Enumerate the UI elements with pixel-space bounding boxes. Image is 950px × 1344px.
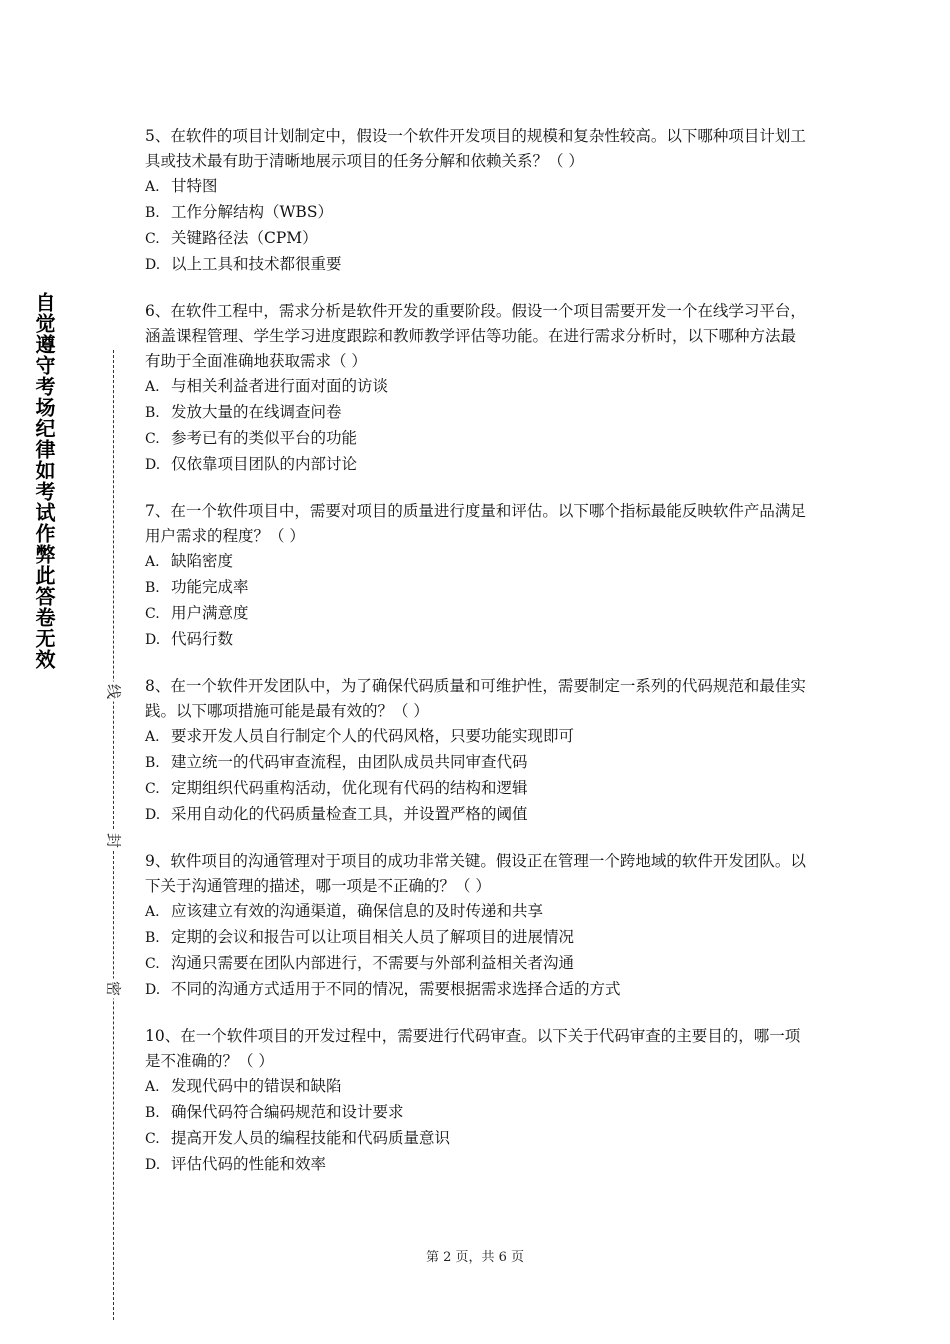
option-text: 采用自动化的代码质量检查工具，并设置严格的阈值 [171, 805, 528, 823]
option-text: 定期组织代码重构活动，优化现有代码的结构和逻辑 [171, 779, 528, 797]
option-d [145, 1152, 810, 1178]
option-d [145, 627, 810, 653]
option-b [145, 575, 810, 601]
option-a [145, 899, 810, 925]
option-text: 沟通只需要在团队内部进行，不需要与外部利益相关者沟通 [171, 954, 575, 972]
option-letter: C. [145, 606, 160, 622]
option-text: 要求开发人员自行制定个人的代码风格，只要功能实现即可 [171, 727, 575, 745]
option-letter: B. [145, 755, 160, 771]
option-letter: D. [145, 457, 161, 473]
question-6 [145, 299, 810, 478]
option-text: 缺陷密度 [171, 552, 234, 570]
option-letter: D. [145, 982, 161, 998]
option-letter: A. [145, 554, 160, 570]
option-text: 建立统一的代码审查流程，由团队成员共同审查代码 [171, 753, 528, 771]
question-8 [145, 674, 810, 828]
option-a [145, 549, 810, 575]
question-9 [145, 849, 810, 1003]
option-letter: B. [145, 930, 160, 946]
option-d [145, 252, 810, 278]
option-c [145, 951, 810, 977]
option-letter: A. [145, 729, 160, 745]
option-letter: D. [145, 257, 161, 273]
option-letter: D. [145, 632, 161, 648]
option-d [145, 452, 810, 478]
option-text: 代码行数 [171, 630, 234, 648]
option-c [145, 1126, 810, 1152]
option-a [145, 374, 810, 400]
option-letter: C. [145, 1131, 160, 1147]
option-letter: C. [145, 956, 160, 972]
option-letter: C. [145, 781, 160, 797]
option-text: 确保代码符合编码规范和设计要求 [171, 1103, 404, 1121]
question-stem: 7、在一个软件项目中，需要对项目的质量进行度量和评估。以下哪个指标最能反映软件产品满足用户需求的程度？（ ） [145, 502, 806, 545]
question-stem: 6、在软件工程中，需求分析是软件开发的重要阶段。假设一个项目需要开发一个在线学习平台，涵盖课程管理、学生学习进度跟踪和教师教学评估等功能。在进行需求分析时，以下哪种方法最有助于全面准确地获取需求（ ） [145, 302, 806, 370]
option-c [145, 776, 810, 802]
option-letter: D. [145, 1157, 161, 1173]
binding-mark-xian: 线 [100, 682, 129, 702]
option-text: 用户满意度 [171, 604, 249, 622]
option-a [145, 1074, 810, 1100]
option-d [145, 802, 810, 828]
option-letter: C. [145, 431, 160, 447]
question-list [145, 124, 810, 1199]
option-letter: B. [145, 205, 160, 221]
option-b [145, 925, 810, 951]
question-7 [145, 499, 810, 653]
option-a [145, 724, 810, 750]
option-letter: D. [145, 807, 161, 823]
option-letter: B. [145, 1105, 160, 1121]
option-text: 发放大量的在线调查问卷 [171, 403, 342, 421]
option-text: 定期的会议和报告可以让项目相关人员了解项目的进展情况 [171, 928, 575, 946]
question-10 [145, 1024, 810, 1178]
option-text: 发现代码中的错误和缺陷 [171, 1077, 342, 1095]
question-stem: 5、在软件的项目计划制定中，假设一个软件开发项目的规模和复杂性较高。以下哪种项目计划工具或技术最有助于清晰地展示项目的任务分解和依赖关系？（ ） [145, 127, 806, 170]
option-text: 仅依靠项目团队的内部讨论 [171, 455, 358, 473]
option-b [145, 200, 810, 226]
option-text: 提高开发人员的编程技能和代码质量意识 [171, 1129, 451, 1147]
option-c [145, 226, 810, 252]
option-letter: B. [145, 580, 160, 596]
question-stem: 9、软件项目的沟通管理对于项目的成功非常关键。假设正在管理一个跨地域的软件开发团队。以下关于沟通管理的描述，哪一项是不正确的？（ ） [145, 852, 806, 895]
option-b [145, 750, 810, 776]
option-d [145, 977, 810, 1003]
option-c [145, 601, 810, 627]
option-text: 应该建立有效的沟通渠道，确保信息的及时传递和共享 [171, 902, 544, 920]
binding-mark-feng: 封 [100, 831, 129, 851]
exam-discipline-notice: 自觉遵守考场纪律如考试作弊此答卷无效 [32, 292, 56, 670]
option-text: 评估代码的性能和效率 [171, 1155, 327, 1173]
page-number: 第 2 页，共 6 页 [425, 1250, 525, 1265]
option-text: 功能完成率 [171, 578, 249, 596]
option-text: 关键路径法（CPM） [171, 229, 318, 247]
question-5 [145, 124, 810, 278]
option-text: 参考已有的类似平台的功能 [171, 429, 358, 447]
option-a [145, 174, 810, 200]
option-b [145, 1100, 810, 1126]
question-stem: 10、在一个软件项目的开发过程中，需要进行代码审查。以下关于代码审查的主要目的，哪一项是不准确的？（ ） [145, 1027, 801, 1070]
option-b [145, 400, 810, 426]
option-text: 以上工具和技术都很重要 [171, 255, 342, 273]
option-letter: A. [145, 904, 160, 920]
option-letter: B. [145, 405, 160, 421]
option-text: 不同的沟通方式适用于不同的情况，需要根据需求选择合适的方式 [171, 980, 621, 998]
option-text: 工作分解结构（WBS） [171, 203, 333, 221]
binding-mark-mi: 密 [100, 979, 129, 999]
option-letter: A. [145, 179, 160, 195]
option-letter: A. [145, 379, 160, 395]
option-text: 与相关利益者进行面对面的访谈 [171, 377, 389, 395]
question-stem: 8、在一个软件开发团队中，为了确保代码质量和可维护性，需要制定一系列的代码规范和最佳实践。以下哪项措施可能是最有效的？（ ） [145, 677, 806, 720]
option-letter: C. [145, 231, 160, 247]
option-letter: A. [145, 1079, 160, 1095]
option-text: 甘特图 [171, 177, 218, 195]
option-c [145, 426, 810, 452]
